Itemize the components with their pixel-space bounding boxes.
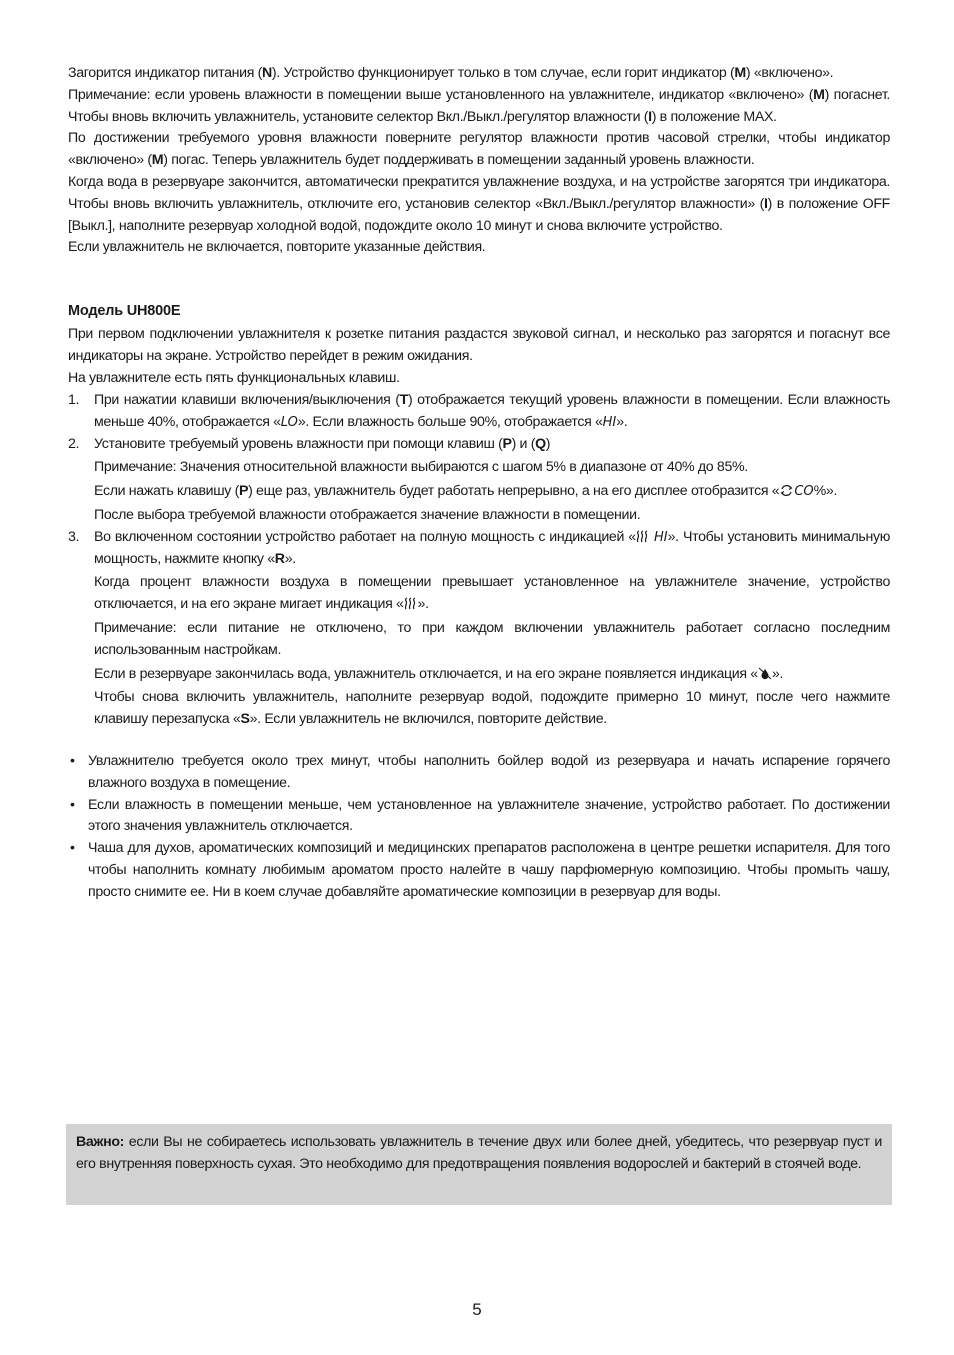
steam-icon: [636, 530, 650, 543]
bullet-marker: •: [70, 753, 75, 769]
text-run: Когда процент влажности воздуха в помещении превышает установленное на увлажнителе значение, устройство отключается, и на его экране мигает индикация «: [94, 574, 890, 613]
key-reference: M: [151, 152, 164, 169]
step-paragraph: [94, 687, 890, 731]
numbered-steps: [68, 390, 890, 731]
text-run: ) в положение MAX.: [651, 108, 777, 125]
display-indication: CO: [794, 484, 814, 500]
intro-paragraph: [68, 85, 890, 129]
step-number: 2.: [68, 435, 80, 452]
text-run: Загорится индикатор питания (: [68, 65, 263, 81]
text-run: После выбора требуемой влажности отображается значение влажности в помещении.: [94, 506, 641, 523]
text-run: ».: [417, 596, 429, 613]
key-reference: S: [240, 711, 250, 728]
water-drop-icon: [758, 667, 772, 680]
bullet-item: [68, 795, 890, 839]
text-run: ) отображается текущий уровень влажности в помещении. Если влажность меньше 40%, отображается «: [94, 392, 890, 430]
key-reference: I: [764, 195, 768, 212]
step-paragraph: [94, 390, 890, 434]
text-run: ».: [616, 413, 628, 430]
display-indication: LO: [280, 414, 298, 430]
text-run: Примечание: если уровень влажности в помещении выше установленного на увлажнителе, индикатор «включено» (: [68, 86, 814, 103]
intro-paragraph: [68, 63, 890, 85]
key-reference: P: [238, 483, 249, 500]
steam-icon: [404, 597, 418, 610]
text-run: При нажатии клавиши включения/выключения (: [94, 392, 400, 408]
text-run: ».: [771, 665, 783, 682]
step-paragraph: [94, 505, 890, 527]
intro-section: [68, 63, 890, 259]
text-run: ) погаснет. Чтобы вновь включить увлажнитель, установите селектор Вкл./Выкл./регулятор влажности (: [68, 86, 890, 125]
section-heading: Модель UH800E: [68, 303, 181, 319]
key-reference: P: [502, 435, 512, 452]
bullet-marker: •: [70, 840, 75, 857]
text-run: ».: [284, 550, 296, 567]
key-reference: T: [399, 392, 408, 408]
text-run: Если увлажнитель не включается, повторите указанные действия.: [68, 239, 486, 256]
text-run: %».: [813, 483, 838, 500]
important-note: [76, 1132, 882, 1176]
step-paragraph: [94, 664, 890, 686]
text-run: ). Устройство функционирует только в том случае, если горит индикатор (: [271, 65, 735, 81]
model-intro-paragraph: [68, 324, 890, 368]
intro-paragraph: [68, 128, 890, 172]
bullet-item: [68, 838, 890, 903]
numbered-step: [68, 390, 890, 434]
display-indication: HI: [654, 529, 668, 545]
step-paragraph: [94, 618, 890, 662]
note-label: Важно:: [76, 1134, 125, 1150]
text-run: ): [545, 435, 551, 452]
text-run: ) еще раз, увлажнитель будет работать непрерывно, а на его дисплее отобразится «: [248, 483, 780, 500]
key-reference: M: [813, 86, 825, 103]
bullet-marker: •: [70, 796, 75, 813]
model-intro-paragraph: [68, 368, 890, 390]
text-run: Примечание: Значения относительной влажности выбираются с шагом 5% в диапазоне от 40% до 85%.: [94, 459, 748, 476]
key-reference: Q: [535, 435, 546, 452]
model-intro: [68, 324, 890, 389]
intro-paragraph: [68, 172, 890, 237]
step-paragraph: [94, 481, 890, 503]
text-run: ) погас. Теперь увлажнитель будет поддерживать в помещении заданный уровень влажности.: [163, 152, 755, 169]
key-reference: M: [734, 65, 746, 81]
text-run: Во включенном состоянии устройство работает на полную мощность с индикацией «: [94, 528, 636, 545]
text-run: Примечание: если питание не отключено, то при каждом включении увлажнитель работает согласно последним использованным настройкам.: [94, 619, 890, 658]
continuous-mode-icon: [779, 484, 794, 497]
text-run: ». Чтобы установить минимальную мощность, нажмите кнопку «: [94, 528, 890, 567]
step-number: 1.: [68, 392, 80, 408]
bullet-list: [68, 751, 890, 904]
text-run: Когда вода в резервуаре закончится, автоматически прекратится увлажнение воздуха, и на устройстве загорятся три индикатора. Чтобы вновь включить увлажнитель, отключите его, установив селектор «Вкл./Выкл./регулятор влажности» (: [68, 173, 890, 212]
text-run: ». Если влажность больше 90%, отображается «: [297, 413, 603, 430]
text-run: Если нажать клавишу (: [94, 483, 239, 500]
text-run: ». Если увлажнитель не включился, повторите действие.: [249, 711, 607, 728]
bullet-item: [68, 751, 890, 795]
key-reference: N: [262, 65, 272, 81]
numbered-step: [68, 434, 890, 527]
text-run: По достижении требуемого уровня влажности поверните регулятор влажности против часовой стрелки, чтобы индикатор «включено» (: [68, 130, 890, 169]
text-run: ) в положение OFF [Выкл.], наполните резервуар холодной водой, подождите около 10 минут и снова включите устройство.: [68, 195, 890, 234]
text-run: ) «включено».: [745, 65, 834, 81]
text-run: Если в резервуаре закончилась вода, увлажнитель отключается, и на его экране появляется индикация «: [94, 665, 758, 682]
note-text: если Вы не собираетесь использовать увлажнитель в течение двух или более дней, убедитесь, что резервуар пуст и его внутренняя поверхность сухая. Это необходимо для предотвращения появления водорослей и бактерий в стоячей воде.: [76, 1134, 882, 1172]
bullet-text: Увлажнителю требуется около трех минут, чтобы наполнить бойлер водой из резервуара и начать испарение горячего влажного воздуха в помещение.: [88, 753, 890, 791]
bullet-text: Чаша для духов, ароматических композиций и медицинских препаратов расположена в центре решетки испарителя. Для того чтобы наполнить комнату любимым ароматом просто налейте в чашу парфюмерную композицию. Чтобы промыть чашу, просто снимите ее. Ни в коем случае добавляйте ароматические композиции в резервуар для воды.: [88, 840, 890, 900]
key-reference: I: [648, 108, 652, 125]
text-run: На увлажнителе есть пять функциональных клавиш.: [68, 369, 400, 386]
text-run: Установите требуемый уровень влажности при помощи клавиш (: [94, 435, 503, 452]
numbered-step: [68, 527, 890, 731]
text-run: ) и (: [511, 435, 536, 452]
text-run: При первом подключении увлажнителя к розетке питания раздастся звуковой сигнал, и несколько раз загорятся и погаснут все индикаторы на экране. Устройство перейдет в режим ожидания.: [68, 326, 890, 364]
display-indication: HI: [602, 414, 617, 430]
key-reference: R: [274, 550, 285, 567]
text-run: Чтобы снова включить увлажнитель, наполните резервуар водой, подождите примерно 10 минут, после чего нажмите клавишу перезапуска «: [94, 689, 890, 728]
step-paragraph: [94, 572, 890, 616]
step-number: 3.: [68, 528, 80, 545]
bullet-text: Если влажность в помещении меньше, чем установленное на увлажнителе значение, устройство работает. По достижении этого значения увлажнитель отключается.: [88, 796, 890, 835]
step-paragraph: [94, 457, 890, 479]
step-paragraph: [94, 434, 890, 456]
important-note-box: [66, 1124, 892, 1205]
intro-paragraph: [68, 237, 890, 259]
step-paragraph: [94, 527, 890, 571]
page-number: 5: [472, 1300, 482, 1319]
